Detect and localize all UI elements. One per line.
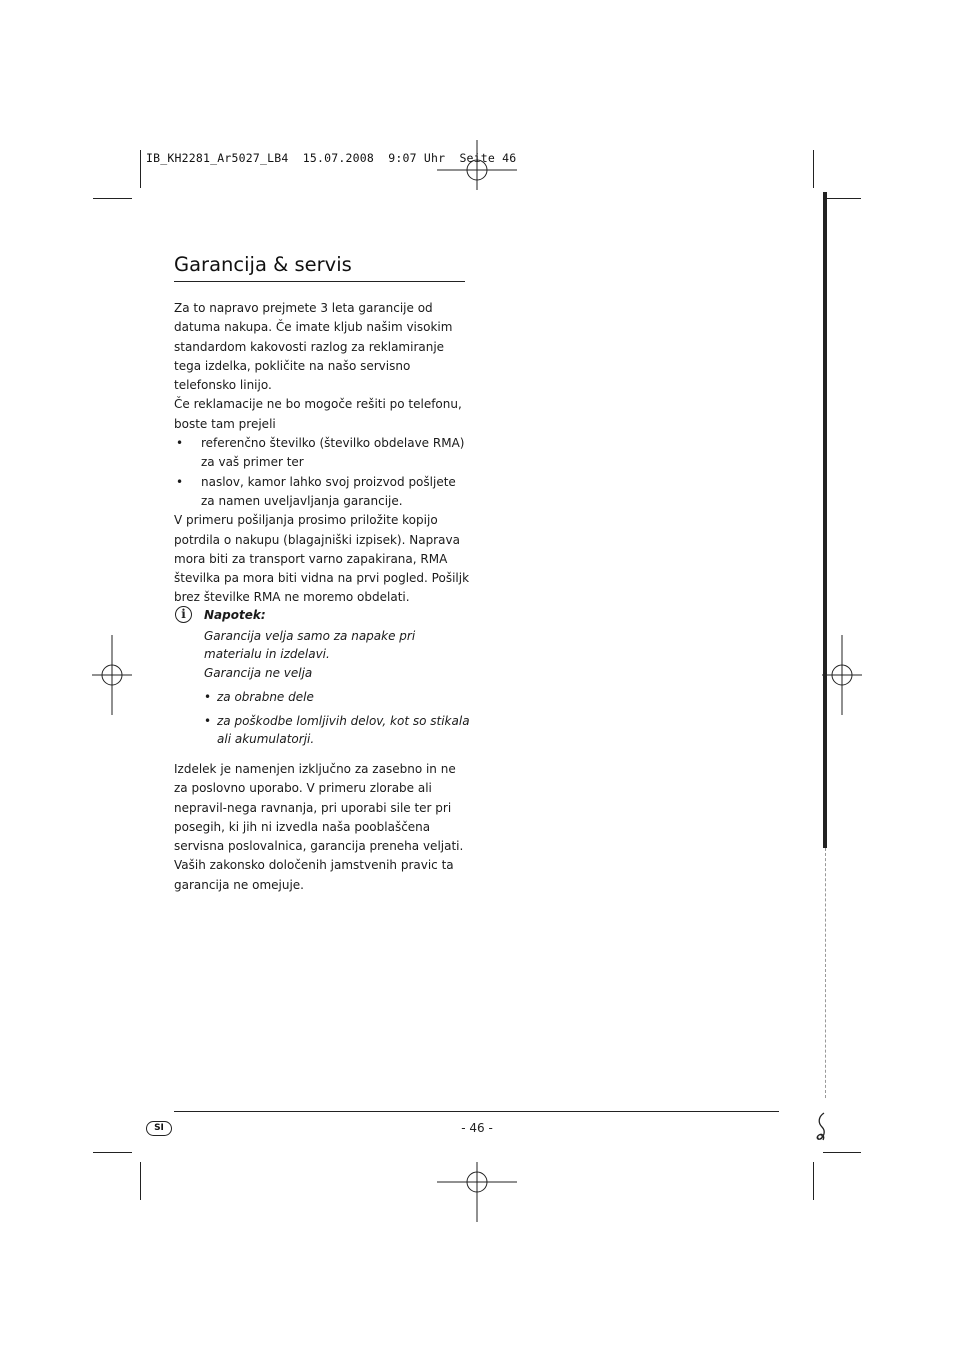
note-heading: Napotek: (204, 608, 266, 622)
crop-mark-bottom-right-h (823, 1152, 861, 1153)
note-line-2: Garancija ne velja (204, 665, 313, 680)
intro-paragraph-3: V primeru pošiljanja prosimo priložite kopijo potrdila o nakupu (blagajniški izpisek). Naprava mora biti za transport varno zapakirana, RMA številka pa mora biti vidna na prvi pogled. Pošiljk brez številke RMA ne moremo obdelati. (174, 513, 470, 605)
signature-icon (812, 1111, 832, 1143)
list-item (204, 688, 470, 706)
bullet-symbol: • (204, 689, 212, 704)
intro-paragraph-1: Za to napravo prejmete 3 leta garancije od datuma nakupa. Če imate kljub našim visokim standardom kakovosti razlog za reklamiranje tega izdelka, pokličite na našo servisno telefonsko linijo. (174, 301, 453, 393)
note-line-1: Garancija velja samo za napake pri materialu in izdelavi. (204, 629, 416, 662)
list-item-text: referenčno številko (številko obdelave RMA) za vaš primer ter (201, 436, 465, 470)
title-rule (174, 281, 465, 282)
registration-mark-left (72, 635, 152, 715)
list-item-text: za obrabne dele (217, 689, 314, 704)
note-box (204, 606, 470, 748)
registration-mark-bottom (437, 1142, 517, 1222)
footer-rule (174, 1111, 779, 1112)
crop-mark-bottom-right-v (813, 1162, 814, 1200)
list-item (174, 473, 470, 512)
language-badge: SI (146, 1121, 172, 1136)
crop-mark-top-right-h (823, 198, 861, 199)
side-thumb-bar (823, 192, 827, 848)
bullet-symbol: • (176, 474, 184, 489)
closing-text (174, 760, 470, 895)
list-item (204, 712, 470, 748)
bullet-symbol: • (176, 436, 184, 451)
page-number: - 46 - (461, 1121, 493, 1135)
crop-mark-top-left-v (140, 150, 141, 188)
crop-mark-bottom-left-v (140, 1162, 141, 1200)
closing-paragraph-1: Izdelek je namenjen izključno za zasebno in ne za poslovno uporabo. V primeru zlorabe ali nepravil-nega ravnanja, pri uporabi sile ter pri posegih, ki jih ni izvedla naša pooblaščena servisna poslovalnica, garancija preneha veljati. (174, 762, 464, 854)
registration-mark-top (437, 130, 517, 210)
intro-paragraph-2: Če reklamacije ne bo mogoče rešiti po telefonu, boste tam prejeli (174, 397, 462, 431)
list-item (174, 434, 470, 473)
list-item-text: za poškodbe lomljivih delov, kot so stikala ali akumulatorji. (217, 714, 470, 747)
list-item-text: naslov, kamor lahko svoj proizvod pošljete za namen uveljavljanja garancije. (201, 474, 456, 508)
crop-mark-bottom-left-h (93, 1152, 132, 1153)
print-header: IB_KH2281_Ar5027_LB4 15.07.2008 9:07 Uhr Seite 46 (146, 151, 517, 165)
side-dashed-line (825, 848, 826, 1098)
registration-mark-right (802, 635, 882, 715)
page-title: Garancija & servis (174, 253, 352, 276)
closing-paragraph-2: Vaših zakonsko določenih jamstvenih pravic ta garancija ne omejuje. (174, 858, 454, 892)
intro-text (174, 299, 470, 608)
crop-mark-top-left-h (93, 198, 132, 199)
crop-mark-top-right-v (813, 150, 814, 188)
bullet-symbol: • (204, 714, 212, 729)
info-icon: i (175, 606, 192, 623)
